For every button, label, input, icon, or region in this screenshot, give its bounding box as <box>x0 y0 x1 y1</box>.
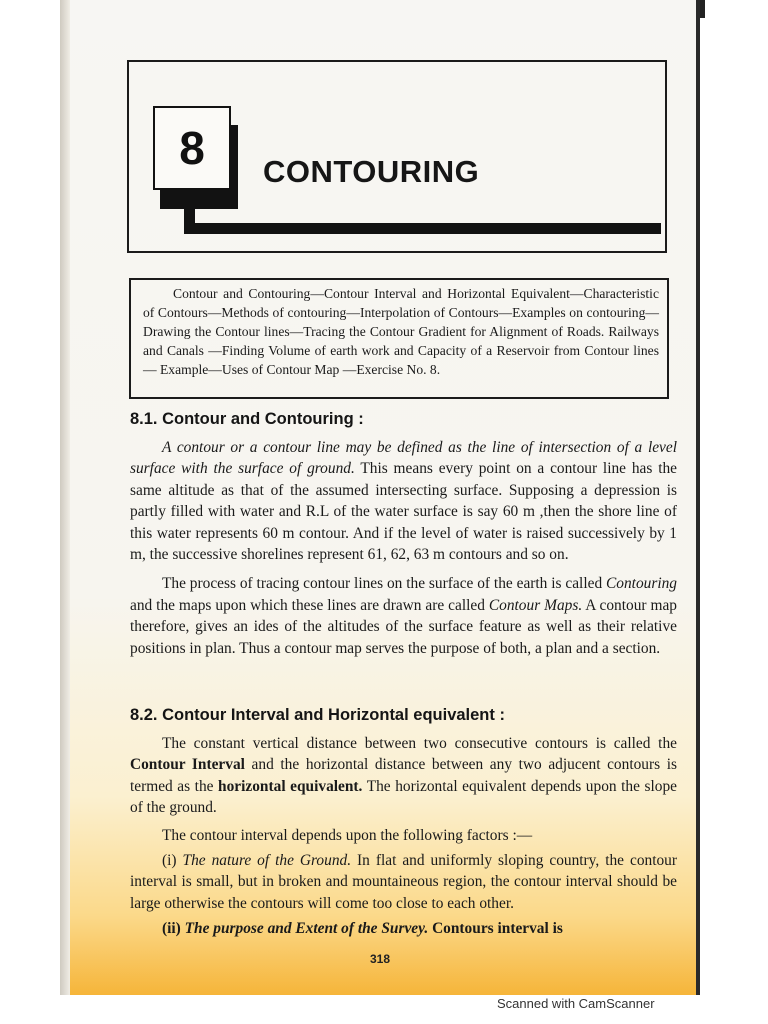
term-contour-interval: Contour Interval <box>130 756 245 774</box>
paragraph-text: In flat and uniformly sloping country, the contour interval is small, but in broken and mountaineous region, the contour interval should be large otherwise the contours will come too close to each other. <box>130 852 677 912</box>
section-8-1-heading: 8.1. Contour and Contouring : <box>130 410 364 428</box>
paragraph-text: The constant vertical distance between two consecutive contours is called the <box>162 735 677 752</box>
scanner-watermark: Scanned with CamScanner <box>497 996 655 1011</box>
chapter-title: CONTOURING <box>263 154 480 189</box>
paragraph-text: The process of tracing contour lines on the surface of the earth is called <box>162 575 607 593</box>
factor-title: The nature of the Ground. <box>182 852 352 870</box>
section-8-2-factor-2 <box>130 918 677 939</box>
list-number: (i) <box>162 852 183 870</box>
chapter-summary-text: Contour and Contouring—Contour Interval and Horizontal Equivalent—Characteristic of Contours—Methods of contouring—Interpolation of Contours—Examples on contouring—Drawing the Contour lines—Tracing the Contour Gradient for Alignment of Roads. Railways and Canals —Finding Volume of earth work and Capacity of a Reservoir from Contour lines — Example—Uses of Contour Map —Exercise No. 8. <box>143 286 659 377</box>
paragraph-text: The horizontal equivalent depends upon the slope of the ground. <box>130 777 677 817</box>
paragraph-text: This means every point on a contour line has the same altitude as that of the assumed intersecting surface. Supposing a depression is partly filled with water and R.L of the water surface is say 60 m ,then the shore line of this water represents 60 m contour. And if the level of water is raised successively by 1 m, the successive shorelines represent 61, 62, 63 m contours and so on. <box>130 460 677 564</box>
section-8-1-paragraph-2 <box>130 573 677 659</box>
paragraph-text: and the maps upon which these lines are drawn are called <box>130 596 489 614</box>
section-8-2-heading: 8.2. Contour Interval and Horizontal equivalent : <box>130 706 505 724</box>
term-horizontal-equivalent: horizontal equivalent. <box>218 777 363 795</box>
chapter-header-box <box>127 60 667 253</box>
section-8-2-factor-1 <box>130 850 677 914</box>
section-8-2-paragraph-2: The contour interval depends upon the following factors :— <box>162 826 533 844</box>
paragraph-text: Contours interval is <box>428 920 563 938</box>
page-number: 318 <box>369 952 391 966</box>
section-8-2 <box>130 706 677 940</box>
list-number: (ii) <box>162 920 185 938</box>
section-8-1 <box>130 410 677 659</box>
page-edge <box>696 0 700 995</box>
paragraph-text: and the horizontal distance between any two adjucent contours is termed as the <box>130 756 677 795</box>
term-contour-maps: Contour Maps. <box>488 596 583 614</box>
section-8-1-paragraph-1 <box>130 437 677 565</box>
chapter-summary-box <box>129 278 669 399</box>
page-spine-shadow <box>60 0 70 995</box>
paragraph-text: A contour map therefore, gives an ides of the altitudes of the surface feature as well as their relative positions in plan. Thus a contour map serves the purpose of both, a plan and a section. <box>130 596 677 657</box>
term-contouring: Contouring <box>606 575 677 593</box>
section-8-2-paragraph-1 <box>130 733 677 819</box>
chapter-number: 8 <box>153 106 231 190</box>
scan-edge-mark <box>700 0 705 18</box>
book-page <box>60 0 700 995</box>
chapter-rule-horizontal <box>184 223 661 234</box>
factor-title: The purpose and Extent of the Survey. <box>184 920 429 938</box>
definition-italic: A contour or a contour line may be defined as the line of intersection of a level surface with the surface of ground. <box>130 439 677 478</box>
